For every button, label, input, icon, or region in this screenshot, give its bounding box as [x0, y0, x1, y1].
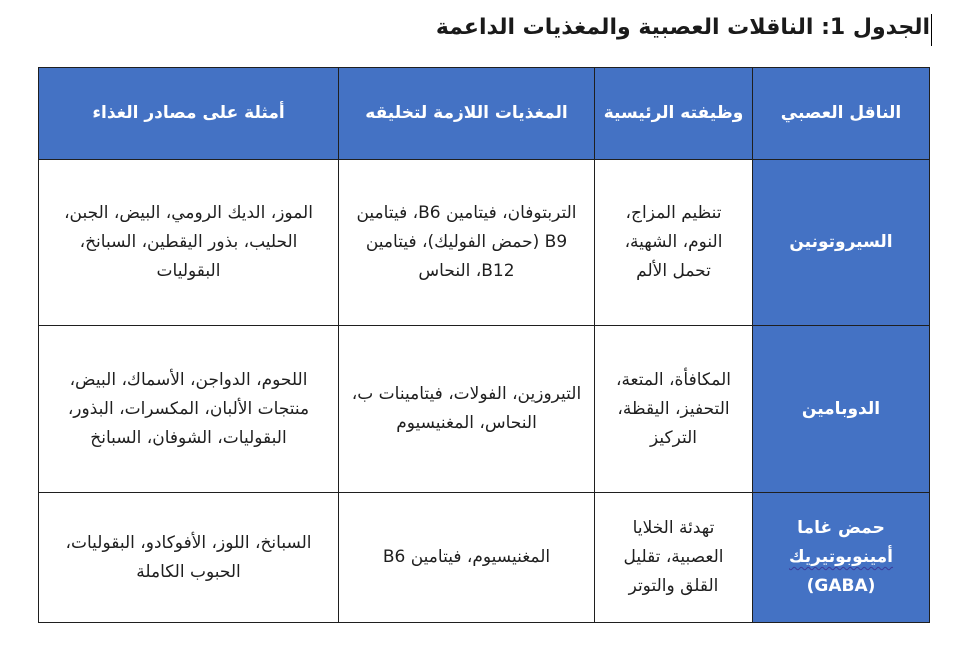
- gaba-name-line-1: حمض غاما: [797, 518, 885, 538]
- cell-food-sources: اللحوم، الدواجن، الأسماك، البيض، منتجات الألبان، المكسرات، البذور، البقوليات، الشوفان، السبانخ: [39, 326, 339, 493]
- table-row-serotonin: [39, 160, 930, 326]
- header-required-nutrients: المغذيات اللازمة لتخليقه: [339, 68, 595, 160]
- gaba-name-line-2: [761, 543, 921, 572]
- table-row-dopamine: [39, 326, 930, 493]
- cell-neurotransmitter-name: [753, 493, 930, 623]
- table-row-gaba: [39, 493, 930, 623]
- spellcheck-underlined-word[interactable]: أمينوبوتيريك: [788, 547, 894, 567]
- cell-function: تهدئة الخلايا العصبية، تقليل القلق والتوتر: [595, 493, 753, 623]
- header-food-sources: أمثلة على مصادر الغذاء: [39, 68, 339, 160]
- cell-nutrients: التيروزين، الفولات، فيتامينات ب، النحاس، المغنيسيوم: [339, 326, 595, 493]
- cell-food-sources: السبانخ، اللوز، الأفوكادو، البقوليات، الحبوب الكاملة: [39, 493, 339, 623]
- cell-neurotransmitter-name: الدوبامين: [753, 326, 930, 493]
- cell-function: المكافأة، المتعة، التحفيز، اليقظة، التركيز: [595, 326, 753, 493]
- page-title: الجدول 1: الناقلات العصبية والمغذيات الداعمة: [435, 15, 930, 40]
- neurotransmitter-table: [38, 67, 930, 623]
- header-main-function: وظيفته الرئيسية: [595, 68, 753, 160]
- cell-nutrients: التربتوفان، فيتامين B6، فيتامين B9 (حمض الفوليك)، فيتامين B12، النحاس: [339, 160, 595, 326]
- table-header-row: [39, 68, 930, 160]
- text-cursor: [931, 14, 933, 46]
- cell-function: تنظيم المزاج، النوم، الشهية، تحمل الألم: [595, 160, 753, 326]
- cell-food-sources: الموز، الديك الرومي، البيض، الجبن، الحليب، بذور اليقطين، السبانخ، البقوليات: [39, 160, 339, 326]
- gaba-name-line-3: (GABA): [806, 576, 876, 596]
- cell-neurotransmitter-name: السيروتونين: [753, 160, 930, 326]
- cell-nutrients: المغنيسيوم، فيتامين B6: [339, 493, 595, 623]
- header-neurotransmitter: الناقل العصبي: [753, 68, 930, 160]
